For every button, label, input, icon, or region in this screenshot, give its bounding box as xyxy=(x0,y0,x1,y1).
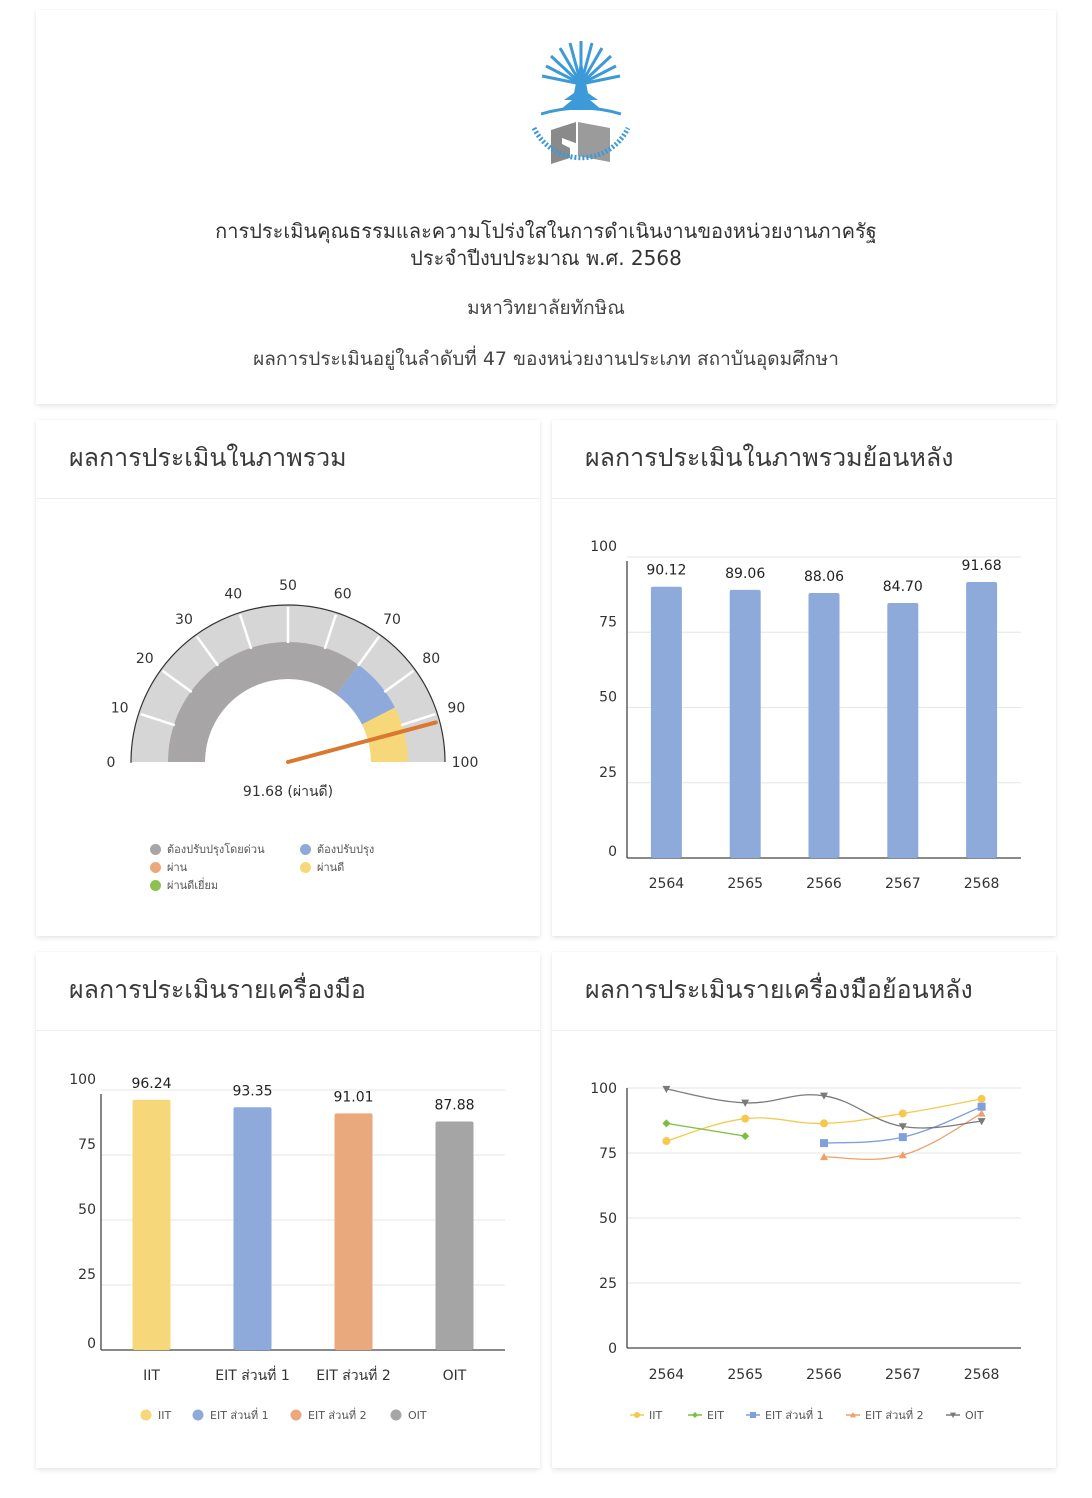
x-tick-label: 2567 xyxy=(884,1367,921,1383)
bar-value-label: 84.70 xyxy=(882,579,923,596)
organization-name: มหาวิทยาลัยทักษิณ xyxy=(467,297,625,319)
y-tick-label: 50 xyxy=(78,1202,96,1218)
legend-label: EIT ส่วนที่ 2 xyxy=(308,1409,367,1422)
gauge-tick-label: 10 xyxy=(110,700,129,717)
bar-value-label: 91.68 xyxy=(961,558,1002,575)
card-title: ผลการประเมินในภาพรวมย้อนหลัง xyxy=(585,443,954,472)
legend-label: IIT xyxy=(649,1409,663,1422)
x-tick-label: IIT xyxy=(143,1368,160,1384)
logo-emblem-icon xyxy=(551,122,610,168)
data-point xyxy=(662,1119,670,1127)
data-point xyxy=(899,1133,907,1141)
legend-swatch xyxy=(300,862,311,873)
by-tool-history-line-chart xyxy=(552,1048,1056,1468)
bar-value-label: 87.88 xyxy=(434,1097,475,1114)
y-tick-label: 100 xyxy=(590,539,617,555)
logo-pavilion-icon xyxy=(560,58,602,110)
card-title: ผลการประเมินรายเครื่องมือย้อนหลัง xyxy=(585,975,973,1004)
data-point xyxy=(741,1115,749,1123)
card-title: ผลการประเมินรายเครื่องมือ xyxy=(69,975,366,1004)
data-point xyxy=(741,1132,749,1140)
legend-label: ผ่านดี xyxy=(317,861,345,874)
legend-label: OIT xyxy=(408,1409,427,1422)
gauge-tick-label: 30 xyxy=(175,611,193,628)
overall-history-card xyxy=(552,420,1056,936)
legend-item xyxy=(150,858,187,876)
card-header xyxy=(36,952,540,1031)
y-tick-label: 25 xyxy=(599,764,617,781)
ranking-text: ผลการประเมินอยู่ในลำดับที่ 47 ของหน่วยงานประเภท สถาบันอุดมศึกษา xyxy=(253,348,839,370)
card-title: ผลการประเมินในภาพรวม xyxy=(69,443,347,472)
data-point xyxy=(692,1412,698,1418)
data-point xyxy=(750,1412,756,1418)
data-point xyxy=(820,1139,828,1147)
legend-label: ต้องปรับปรุงโดยด่วน xyxy=(167,843,265,856)
y-tick-label: 25 xyxy=(78,1267,96,1283)
x-tick-label: 2568 xyxy=(963,876,1000,892)
gauge-tick-label: 40 xyxy=(224,586,243,603)
header-card xyxy=(36,10,1056,404)
bar-value-label: 88.06 xyxy=(803,568,845,585)
x-tick-label: 2565 xyxy=(727,876,764,892)
card-header xyxy=(552,952,1056,1031)
university-logo xyxy=(506,38,656,188)
bar-value-label: 91.01 xyxy=(333,1089,374,1106)
legend-label: ผ่านดีเยี่ยม xyxy=(167,879,219,892)
page-title-line2: ประจำปีงบประมาณ พ.ศ. 2568 xyxy=(410,246,682,270)
legend-item xyxy=(150,876,218,894)
bar xyxy=(966,582,997,858)
legend-label: EIT ส่วนที่ 1 xyxy=(765,1409,824,1422)
data-point xyxy=(978,1095,986,1103)
x-tick-label: EIT ส่วนที่ 1 xyxy=(215,1368,290,1384)
series-line xyxy=(666,1123,745,1136)
y-tick-label: 0 xyxy=(608,1341,617,1357)
bar-value-label: 96.24 xyxy=(131,1075,172,1092)
data-point xyxy=(820,1119,828,1127)
gauge-tick-label: 90 xyxy=(447,700,466,717)
gauge-tick-label: 0 xyxy=(106,755,116,771)
gauge-tick-label: 100 xyxy=(451,755,479,771)
bar xyxy=(436,1122,474,1350)
y-tick-label: 50 xyxy=(599,1211,617,1227)
y-tick-label: 75 xyxy=(78,1137,96,1153)
x-tick-label: 2565 xyxy=(727,1367,764,1383)
bar xyxy=(730,590,761,858)
bar-value-label: 90.12 xyxy=(646,562,687,579)
y-tick-label: 25 xyxy=(599,1276,617,1292)
gauge-tick-label: 20 xyxy=(135,650,154,667)
card-header xyxy=(552,420,1056,499)
x-tick-label: 2564 xyxy=(648,1367,685,1383)
bar xyxy=(335,1113,373,1350)
y-tick-label: 0 xyxy=(87,1336,96,1352)
bar-value-label: 93.35 xyxy=(232,1083,273,1100)
bar-value-label: 89.06 xyxy=(725,565,766,582)
legend-label: EIT ส่วนที่ 2 xyxy=(865,1409,924,1422)
card-header xyxy=(36,420,540,499)
gauge-legend xyxy=(150,840,450,900)
overall-score-card xyxy=(36,420,540,936)
legend-label: ผ่าน xyxy=(167,861,188,874)
bar xyxy=(234,1107,272,1350)
overall-history-bar-chart xyxy=(552,516,1056,936)
legend-swatch xyxy=(150,880,161,891)
legend-item xyxy=(300,840,374,858)
by-tool-card xyxy=(36,952,540,1468)
x-tick-label: 2567 xyxy=(884,876,921,892)
data-point xyxy=(634,1412,640,1418)
x-tick-label: OIT xyxy=(442,1368,467,1384)
gauge-tick-label: 70 xyxy=(383,611,401,628)
legend-label: IIT xyxy=(158,1409,172,1422)
legend-swatch xyxy=(141,1410,152,1421)
x-tick-label: 2564 xyxy=(648,876,685,892)
legend-label: EIT xyxy=(707,1409,724,1422)
legend-item xyxy=(300,858,344,876)
gauge-tick-label: 50 xyxy=(279,578,297,594)
legend-swatch xyxy=(300,844,311,855)
data-point xyxy=(662,1137,670,1145)
y-tick-label: 75 xyxy=(599,614,617,631)
gauge-tick-label: 60 xyxy=(333,586,352,603)
legend-swatch xyxy=(150,844,161,855)
page-title-line1: การประเมินคุณธรรมและความโปร่งใสในการดำเนินงานของหน่วยงานภาครัฐ xyxy=(215,219,877,243)
gauge-value-label: 91.68 (ผ่านดี) xyxy=(242,784,334,800)
x-tick-label: 2566 xyxy=(806,876,842,892)
by-tool-history-card xyxy=(552,952,1056,1468)
legend-label: ต้องปรับปรุง xyxy=(317,843,375,856)
y-tick-label: 100 xyxy=(590,1081,617,1097)
by-tool-bar-chart xyxy=(36,1048,540,1468)
legend-swatch xyxy=(193,1410,204,1421)
y-tick-label: 75 xyxy=(599,1146,617,1162)
x-tick-label: EIT ส่วนที่ 2 xyxy=(316,1368,391,1384)
legend-swatch xyxy=(291,1410,302,1421)
y-tick-label: 50 xyxy=(599,689,617,706)
legend-swatch xyxy=(391,1410,402,1421)
data-point xyxy=(899,1109,907,1117)
legend-item xyxy=(150,840,265,858)
legend-label: OIT xyxy=(965,1409,984,1422)
bar xyxy=(887,603,918,858)
x-tick-label: 2566 xyxy=(806,1367,842,1383)
bar xyxy=(133,1100,171,1350)
bar xyxy=(651,587,682,858)
legend-label: EIT ส่วนที่ 1 xyxy=(210,1409,269,1422)
gauge-tick-label: 80 xyxy=(422,650,441,667)
bar xyxy=(809,593,840,858)
x-tick-label: 2568 xyxy=(963,1367,1000,1383)
y-tick-label: 0 xyxy=(608,844,617,860)
y-tick-label: 100 xyxy=(69,1072,96,1088)
legend-swatch xyxy=(150,862,161,873)
